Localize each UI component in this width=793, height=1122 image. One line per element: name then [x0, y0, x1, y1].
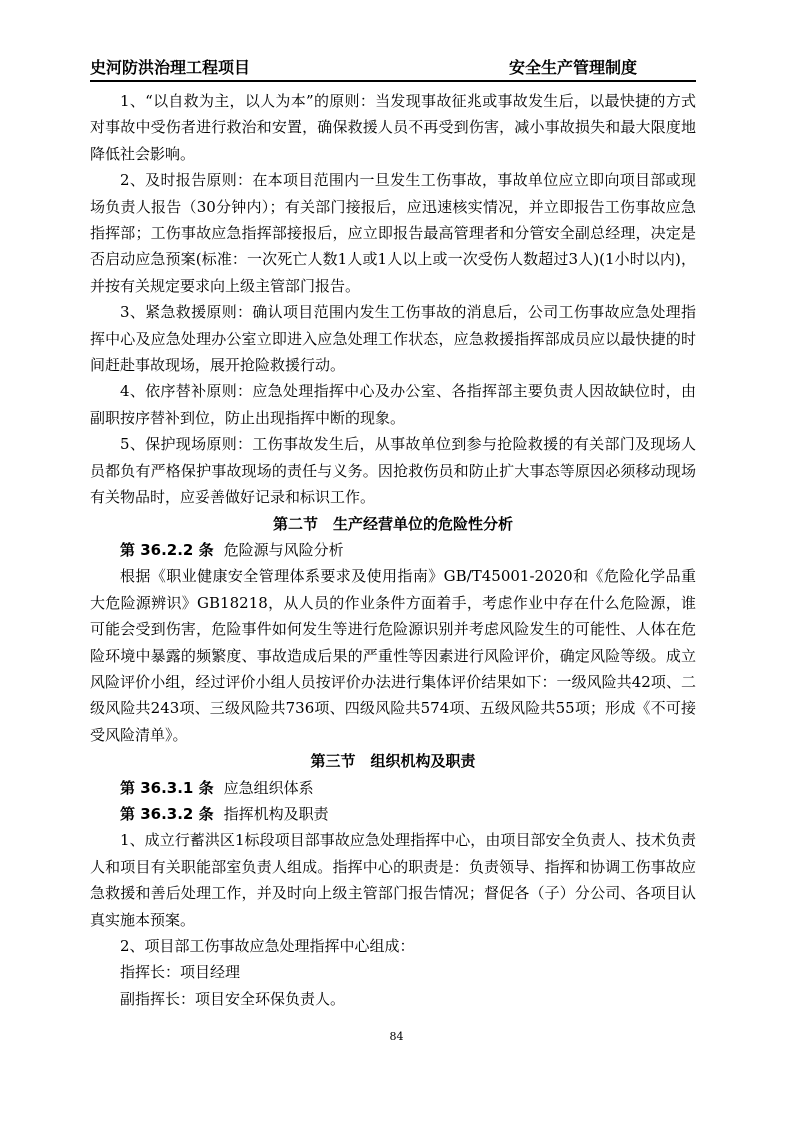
- principle-paragraph: 3、紧急救援原则：确认项目范围内发生工伤事故的消息后，公司工伤事故应急处理指挥中心及应急处理办公室立即进入应急处理工作状态，应急救援指挥部成员应以最快捷的时间赶赴事故现场，展开抢险救援行动。: [90, 303, 696, 375]
- page-body: [90, 88, 696, 1012]
- principle-paragraph: 2、及时报告原则：在本项目范围内一旦发生工伤事故，事故单位应立即向项目部或现场负责人报告（30分钟内）；有关部门接报后，应迅速核实情况，并立即报告工伤事故应急指挥部；工伤事故应急指挥部接报后，应立即报告最高管理者和分管安全副总经理，决定是否启动应急预案(标准：一次死亡人数1人或1人以上或一次受伤人数超过3人)(1小时以内)，并按有关规定要求向上级主管部门报告。: [90, 171, 696, 295]
- article-heading: [90, 537, 696, 563]
- principle-paragraph: 4、依序替补原则：应急处理指挥中心及办公室、各指挥部主要负责人因故缺位时，由副职按序替补到位，防止出现指挥中断的现象。: [90, 382, 696, 427]
- section-title: 第二节 生产经营单位的危险性分析: [272, 514, 513, 533]
- principle-paragraph: 5、保护现场原则：工伤事故发生后，从事故单位到参与抢险救援的有关部门及现场人员都负有严格保护事故现场的责任与义务。因抢救伤员和防止扩大事态等原因必须移动现场有关物品时，应妥善做好记录和标识工作。: [90, 435, 696, 507]
- principle-paragraph: 1、“以自救为主，以人为本”的原则：当发现事故征兆或事故发生后，以最快捷的方式对事故中受伤者进行救治和安置，确保救援人员不再受到伤害，减小事故损失和最大限度地降低社会影响。: [90, 92, 696, 163]
- article-heading: [90, 775, 696, 801]
- page-header: [90, 52, 696, 82]
- article-title: 指挥机构及职责: [223, 804, 329, 823]
- section-title: 第三节 组织机构及职责: [310, 752, 476, 771]
- article-title: 应急组织体系: [223, 778, 314, 797]
- body-paragraph: 指挥长：项目经理: [120, 963, 241, 982]
- risk-analysis-paragraph: 根据《职业健康安全管理体系要求及使用指南》GB/T45001-2020和《危险化学品重大危险源辨识》GB18218，从人员的作业条件方面着手，考虑作业中存在什么危险源，谁可能会受到伤害，危险事件如何发生等进行危险源识别并考虑风险发生的可能性、人体在危险环境中暴露的频繁度、事故造成后果的严重性等因素进行风险评价，确定风险等级。成立风险评价小组，经过评价小组人员按评价办法进行集体评价结果如下：一级风险共42项、二级风险共243项、三级风险共736项、四级风险共574项、五级风险共55项；形成《不可接受风险清单》。: [90, 567, 696, 744]
- header-project-name: 史河防洪治理工程项目: [90, 58, 251, 77]
- article-title: 危险源与风险分析: [223, 540, 344, 559]
- article-heading: [90, 801, 696, 827]
- article-number: 第 36.3.1 条: [120, 778, 214, 797]
- body-paragraph: 1、成立行蓄洪区1标段项目部事故应急处理指挥中心，由项目部安全负责人、技术负责人和项目有关职能部室负责人组成。指挥中心的职责是：负责领导、指挥和协调工伤事故应急救援和善后处理工作，并及时向上级主管部门报告情况；督促各（子）分公司、各项目认真实施本预案。: [90, 831, 696, 929]
- article-number: 第 36.3.2 条: [120, 804, 214, 823]
- header-document-title: 安全生产管理制度: [509, 58, 638, 77]
- body-paragraph: 2、项目部工伤事故应急处理指挥中心组成：: [120, 937, 415, 955]
- article-number: 第 36.2.2 条: [120, 540, 214, 559]
- body-paragraph: 副指挥长：项目安全环保负责人。: [120, 989, 346, 1008]
- page-number: 84: [389, 1030, 404, 1043]
